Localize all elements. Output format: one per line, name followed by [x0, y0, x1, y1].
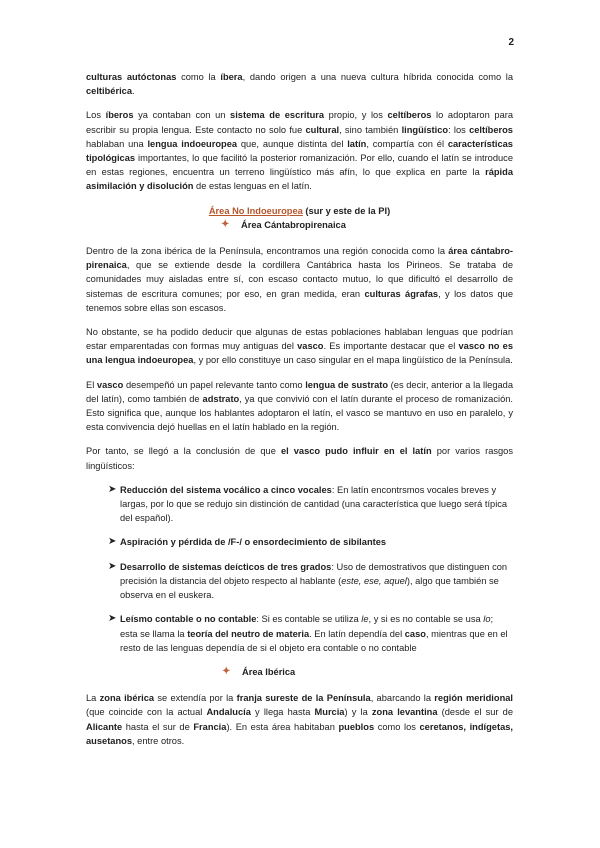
- text-run: (que coincide con la actual: [86, 707, 207, 718]
- text-run: Murcia: [314, 707, 345, 718]
- arrow-bullet-icon: ➤: [108, 483, 117, 495]
- section-heading-text: (sur y este de la PI): [302, 205, 391, 216]
- text-run: Desarrollo de sistemas deícticos de tres grados: [120, 561, 332, 572]
- text-run: Aspiración y pérdida de /F-/ o ensordecimiento de sibilantes: [120, 537, 387, 548]
- text-run: : Si es contable se utiliza: [256, 614, 362, 625]
- text-run: lengua indoeuropea: [147, 138, 238, 149]
- text-run: (es decir, anterior a la llegada del latín), como también de: [86, 379, 514, 404]
- text-run: , entre otros.: [132, 735, 185, 746]
- page-number: 2: [508, 37, 514, 48]
- arrow-bullet-icon: ➤: [108, 536, 117, 548]
- text-run: lo: [483, 614, 491, 625]
- text-run: adstrato: [202, 393, 240, 404]
- text-run: el vasco pudo influir en el latín: [280, 446, 432, 457]
- text-run: de estas lenguas en el latín.: [193, 181, 312, 192]
- text-run: como los: [374, 721, 420, 732]
- four-point-star-icon: ✦: [222, 665, 231, 677]
- text-run: Dentro de la zona ibérica de la Península, encontramos una región conocida como la: [86, 246, 449, 257]
- text-run: , y los datos que tenemos sobre ellas son escasos.: [86, 288, 513, 313]
- text-run: , dando origen a una nueva cultura híbrida conocida como la: [242, 72, 514, 82]
- list-item-text: [120, 483, 513, 526]
- text-run: se extendía por la: [154, 693, 237, 704]
- arrow-bullet-icon: ➤: [108, 613, 117, 625]
- list-item: [86, 612, 513, 655]
- text-run: , y por ello constituye un caso singular en el mapa lingüístico de la Península.: [193, 355, 513, 366]
- text-run: área cántabro-pirenaica: [86, 246, 513, 271]
- text-run: culturas ágrafas: [364, 288, 439, 299]
- text-run: , abarcando la: [370, 693, 435, 704]
- subsection-heading: [221, 218, 513, 232]
- text-run: sistema de escritura: [230, 110, 325, 121]
- text-run: importantes, lo que facilitó la posterior romanización. Por ello, cuando el latín se introduce en estas regiones, encuentra un terreno lingüístico más afín, lo que explica en parte la: [86, 153, 513, 178]
- text-run: ). En esta área habitaban: [226, 721, 339, 732]
- text-run: este, ese, aquel: [341, 575, 407, 586]
- paragraph: [86, 70, 513, 98]
- text-run: región meridional: [434, 693, 513, 704]
- text-run: ) y la: [344, 707, 372, 718]
- text-run: ; esta se llama la: [120, 614, 494, 639]
- text-run: zona ibérica: [99, 693, 155, 704]
- subsection-heading: [222, 665, 513, 679]
- text-run: como la: [176, 72, 221, 82]
- text-run: por varios rasgos lingüísticos:: [86, 446, 513, 471]
- text-run: : los: [448, 124, 470, 135]
- text-run: Por tanto, se llegó a la conclusión de que: [86, 446, 281, 457]
- text-run: Andalucía: [206, 707, 251, 718]
- text-run: No obstante, se ha podido deducir que algunas de estas poblaciones hablaban lenguas que podrían estar emparentadas con formas muy antiguas del: [86, 327, 513, 352]
- subsection-title: Área Cántabropirenaica: [241, 219, 346, 230]
- text-run: caso: [404, 628, 426, 639]
- text-run: El: [86, 379, 97, 390]
- text-run: Francia: [193, 721, 227, 732]
- list-item: [86, 560, 513, 603]
- text-run: vasco: [96, 379, 124, 390]
- text-run: hablaban una: [86, 138, 148, 149]
- subsection-title: Área Ibérica: [242, 666, 296, 677]
- text-run: desempeñó un papel relevante tanto como: [123, 379, 306, 390]
- arrow-bullet-icon: ➤: [108, 560, 117, 572]
- text-run: teoría del neutro de materia: [187, 628, 310, 639]
- text-run: culturas autóctonas: [86, 72, 177, 82]
- list-item-text: [120, 560, 513, 603]
- four-point-star-icon: ✦: [221, 218, 230, 230]
- text-run: La: [86, 693, 100, 704]
- text-run: , mientras que en el resto de las lenguas dependía de si el objeto era contable o no contable: [120, 628, 508, 653]
- text-run: , que se extiende desde la cordillera Cantábrica hasta los Pirineos. Se trataba de comunidades muy aisladas entre sí, con escaso contacto mutuo, lo que dificultó el desarrollo de sistemas de escritura comunes; por eso, en gran medida, eran: [86, 260, 513, 299]
- text-run: . Es importante destacar que el: [323, 341, 459, 352]
- text-run: cultural: [305, 124, 340, 135]
- list-item: [86, 535, 513, 549]
- text-run: características tipológicas: [86, 138, 513, 164]
- text-run: le: [361, 614, 369, 625]
- text-run: franja sureste de la Península: [236, 693, 371, 704]
- text-run: , ya que convivió con el latín durante el proceso de romanización. Esto significa que, aunque los hablantes adoptaron el latín, el vasco se mantuvo en uso en paralelo, y esta convivencia dejó huellas en el latín hablado en la región.: [86, 393, 513, 433]
- text-run: ya contaban con un: [133, 110, 231, 121]
- text-run: , y si es no contable se usa: [368, 614, 484, 625]
- text-run: , compartía con él: [366, 138, 448, 149]
- text-run: vasco no es una lengua indoeuropea: [86, 341, 513, 366]
- text-run: íbera: [220, 72, 243, 82]
- text-run: lengua de sustrato: [305, 379, 389, 390]
- paragraph: [86, 691, 513, 748]
- text-run: Reducción del sistema vocálico a cinco vocales: [120, 484, 332, 495]
- text-run: . En latín dependía del: [309, 628, 405, 639]
- text-run: zona levantina: [371, 707, 438, 718]
- text-run: rápida asimilación y disolución: [86, 167, 513, 192]
- text-run: latín: [347, 138, 367, 149]
- text-run: Los: [86, 110, 106, 121]
- text-run: propio, y los: [324, 110, 388, 121]
- section-heading-link[interactable]: Área No Indoeuropea: [208, 205, 303, 216]
- text-run: y llega hasta: [250, 707, 315, 718]
- paragraph: [86, 108, 513, 193]
- text-run: : Uso de demostrativos que distinguen con precisión la distancia del objeto respecto al hablante (: [120, 561, 508, 586]
- section-heading: [86, 204, 513, 218]
- text-run: (desde el sur de: [437, 707, 513, 718]
- paragraph: [86, 378, 513, 435]
- text-run: lingüístico: [401, 124, 449, 135]
- document-body: [86, 70, 513, 758]
- text-run: vasco: [297, 341, 324, 352]
- text-run: lo adoptaron para escribir su propia lengua. Este contacto no solo fue: [86, 110, 514, 135]
- text-run: que, aunque distinta del: [237, 138, 348, 149]
- text-run: : En latín encontrsmos vocales breves y largas, por lo que se redujo sin distinción de cantidad (una característica que luego será típica del español).: [120, 484, 508, 524]
- text-run: Alicante: [86, 721, 123, 732]
- text-run: celtíberos: [469, 124, 513, 135]
- text-run: ceretanos, indígetas, ausetanos: [86, 721, 513, 746]
- feature-list: [86, 483, 513, 655]
- list-item-text: [120, 535, 513, 549]
- list-item: [86, 483, 513, 526]
- text-run: celtíberos: [387, 110, 432, 121]
- text-run: hasta el sur de: [122, 721, 194, 732]
- paragraph: [86, 244, 513, 315]
- text-run: pueblos: [338, 721, 375, 732]
- text-run: íberos: [105, 110, 134, 121]
- text-run: , sino también: [339, 124, 402, 135]
- text-run: ), algo que también se observa en el euskera.: [120, 575, 499, 601]
- text-run: .: [132, 86, 135, 97]
- paragraph: [86, 325, 513, 368]
- text-run: celtibérica: [86, 86, 132, 97]
- text-run: Leísmo contable o no contable: [120, 614, 257, 625]
- list-item-text: [120, 612, 513, 655]
- paragraph: [86, 444, 513, 472]
